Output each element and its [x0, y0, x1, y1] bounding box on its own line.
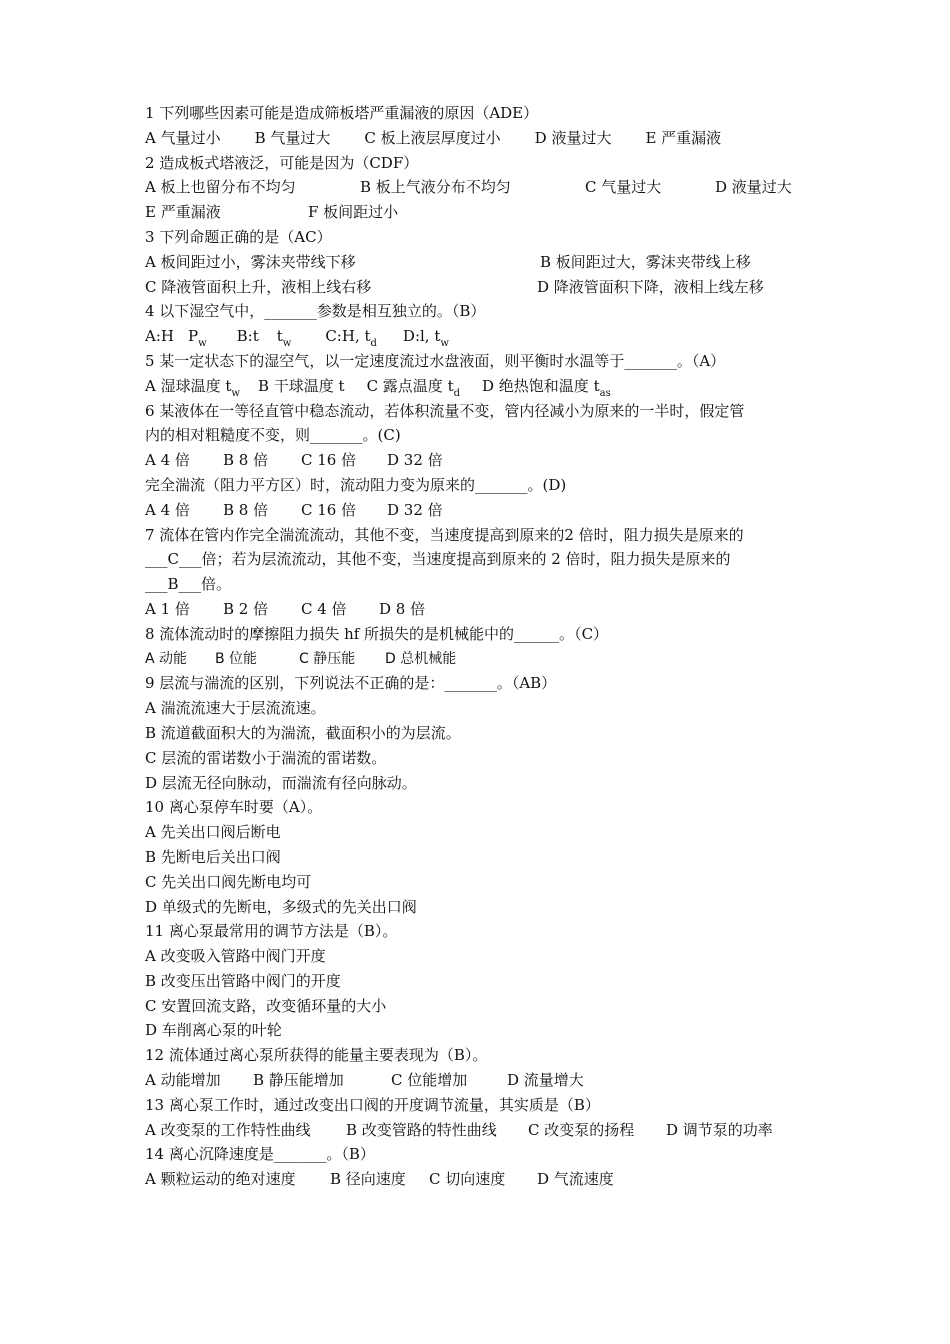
option: B 径向速度: [330, 1170, 406, 1189]
option: C:H, t: [325, 327, 371, 346]
option: B 气量过大: [254, 128, 331, 147]
question-stem: 6 某液体在一等径直管中稳态流动，若体积流量不变，管内径减小为原来的一半时，假定管: [145, 401, 745, 420]
subscript: w: [282, 338, 292, 350]
option: D 液量过大: [715, 178, 792, 197]
answer-line: A 先关出口阀后断电: [145, 823, 281, 842]
option: D 调节泵的功率: [666, 1120, 773, 1139]
question-stem: 10 离心泵停车时要（A）。: [145, 798, 323, 817]
subscript: d: [370, 338, 377, 350]
option: A 1 倍: [145, 599, 190, 618]
subscript: w: [231, 387, 240, 399]
option: D 32 倍: [387, 500, 443, 519]
option: B 8 倍: [223, 500, 269, 519]
option: B 位能: [215, 650, 258, 667]
option: C 16 倍: [301, 451, 357, 470]
option: E 严重漏液: [645, 128, 722, 147]
option: C 切向速度: [429, 1170, 506, 1189]
option-row: [145, 498, 835, 523]
answer-line: D 单级式的先断电，多级式的先关出口阀: [145, 897, 417, 916]
option-row: [145, 597, 835, 622]
option: A:H: [145, 327, 174, 346]
question-stem: 2 造成板式塔液泛，可能是因为（CDF）: [145, 153, 419, 172]
question-stem: 5 某一定状态下的湿空气，以一定速度流过水盘液面，则平衡时水温等于_______。（A）: [145, 351, 726, 370]
option: C 16 倍: [301, 500, 357, 519]
option: D:l, t: [402, 327, 441, 346]
option-row: [145, 1118, 835, 1143]
question-stem: 11 离心泵最常用的调节方法是（B）。: [145, 922, 398, 941]
option: D 流量增大: [507, 1071, 584, 1090]
answer-line: A 改变吸入管路中阀门开度: [145, 947, 326, 966]
question-list: [145, 101, 835, 1192]
option: A 湿球温度 t: [145, 376, 232, 395]
option: D 总机械能: [385, 650, 457, 667]
answer-line: A 湍流流速大于层流流速。: [145, 699, 326, 718]
option: A 动能增加: [145, 1071, 221, 1090]
subscript: as: [599, 387, 611, 399]
option-row: [145, 448, 835, 473]
question-stem-cont: 完全湍流（阻力平方区）时，流动阻力变为原来的_______。(D): [145, 475, 567, 494]
option-row: [145, 324, 835, 349]
option: A 动能: [145, 650, 188, 667]
option: B 2 倍: [223, 599, 269, 618]
question-stem: 8 流体流动时的摩擦阻力损失 hf 所损失的是机械能中的______。（C）: [145, 624, 609, 643]
option: P: [187, 327, 199, 346]
subscript: w: [440, 338, 449, 350]
option-row: [145, 250, 835, 275]
option: C 4 倍: [301, 599, 347, 618]
option-row: [145, 275, 835, 300]
answer-line: D 车削离心泵的叶轮: [145, 1021, 282, 1040]
answer-line: B 流道截面积大的为湍流，截面积小的为层流。: [145, 723, 461, 742]
option-row: [145, 175, 835, 200]
question-stem-cont: ___C___倍；若为层流流动，其他不变，当速度提高到原来的 2 倍时，阻力损失是原来的: [145, 550, 731, 569]
option-row: [145, 1167, 835, 1192]
option: D 液量过大: [534, 128, 612, 147]
question-stem-cont: ___B___倍。: [145, 575, 232, 594]
option-row: [145, 1068, 835, 1093]
option: D 降液管面积下降，液相上线左移: [537, 277, 764, 296]
option-row: [145, 647, 835, 672]
option: A 4 倍: [145, 500, 190, 519]
option: D 气流速度: [537, 1170, 614, 1189]
option: A 气量过小: [145, 128, 221, 147]
answer-line: B 改变压出管路中阀门的开度: [145, 971, 341, 990]
option-row: [145, 126, 835, 151]
option: C 气量过大: [585, 178, 662, 197]
option: C 位能增加: [391, 1071, 468, 1090]
option: C 板上液层厚度过小: [364, 128, 501, 147]
option: B 板间距过大，雾沫夹带线上移: [540, 252, 751, 271]
option: A 4 倍: [145, 451, 190, 470]
question-stem: 12 流体通过离心泵所获得的能量主要表现为（B）。: [145, 1046, 488, 1065]
option: B 静压能增加: [253, 1071, 344, 1090]
option: B 板上气液分布不均匀: [360, 178, 511, 197]
option: C 改变泵的扬程: [528, 1120, 635, 1139]
option: A 改变泵的工作特性曲线: [145, 1120, 311, 1139]
option: C 降液管面积上升，液相上线右移: [145, 277, 372, 296]
answer-line: C 先关出口阀先断电均可: [145, 872, 312, 891]
option: B 改变管路的特性曲线: [346, 1120, 497, 1139]
option: A 板上也留分布不均匀: [145, 178, 296, 197]
option: D 绝热饱和温度 t: [482, 376, 600, 395]
question-stem: 4 以下湿空气中，_______参数是相互独立的。（B）: [145, 302, 486, 321]
question-stem: 3 下列命题正确的是（AC）: [145, 227, 332, 246]
option-row: [145, 374, 835, 399]
option: B 干球温度 t: [257, 376, 345, 395]
option: A 颗粒运动的绝对速度: [145, 1170, 296, 1189]
question-stem: 1 下列哪些因素可能是造成筛板塔严重漏液的原因（ADE）: [145, 104, 539, 122]
question-stem: 7 流体在管内作完全湍流流动，其他不变，当速度提高到原来的2 倍时，阻力损失是原来的: [145, 525, 744, 544]
question-stem: 13 离心泵工作时，通过改变出口阀的开度调节流量，其实质是（B）: [145, 1095, 600, 1114]
subscript: d: [453, 387, 461, 399]
answer-line: C 层流的雷诺数小于湍流的雷诺数。: [145, 748, 387, 767]
question-stem-cont: 内的相对粗糙度不变，则_______。(C): [145, 426, 401, 445]
subscript: w: [198, 338, 207, 350]
answer-line: D 层流无径向脉动，而湍流有径向脉动。: [145, 773, 417, 792]
option: t: [276, 327, 283, 346]
answer-line: B 先断电后关出口阀: [145, 847, 281, 866]
option: B:t: [236, 327, 259, 346]
option: C 静压能: [299, 650, 356, 667]
option: F 板间距过小: [308, 203, 399, 222]
question-stem: 9 层流与湍流的区别，下列说法不正确的是：_______。（AB）: [145, 674, 557, 693]
answer-line: C 安置回流支路，改变循环量的大小: [145, 996, 387, 1015]
option: A 板间距过小，雾沫夹带线下移: [145, 252, 356, 271]
option: D 32 倍: [387, 451, 443, 470]
question-stem: 14 离心沉降速度是_______。（B）: [145, 1145, 375, 1164]
option: C 露点温度 t: [366, 376, 454, 395]
option: D 8 倍: [379, 599, 426, 618]
option-row: [145, 200, 835, 225]
option: B 8 倍: [223, 451, 269, 470]
option: E 严重漏液: [145, 203, 221, 222]
